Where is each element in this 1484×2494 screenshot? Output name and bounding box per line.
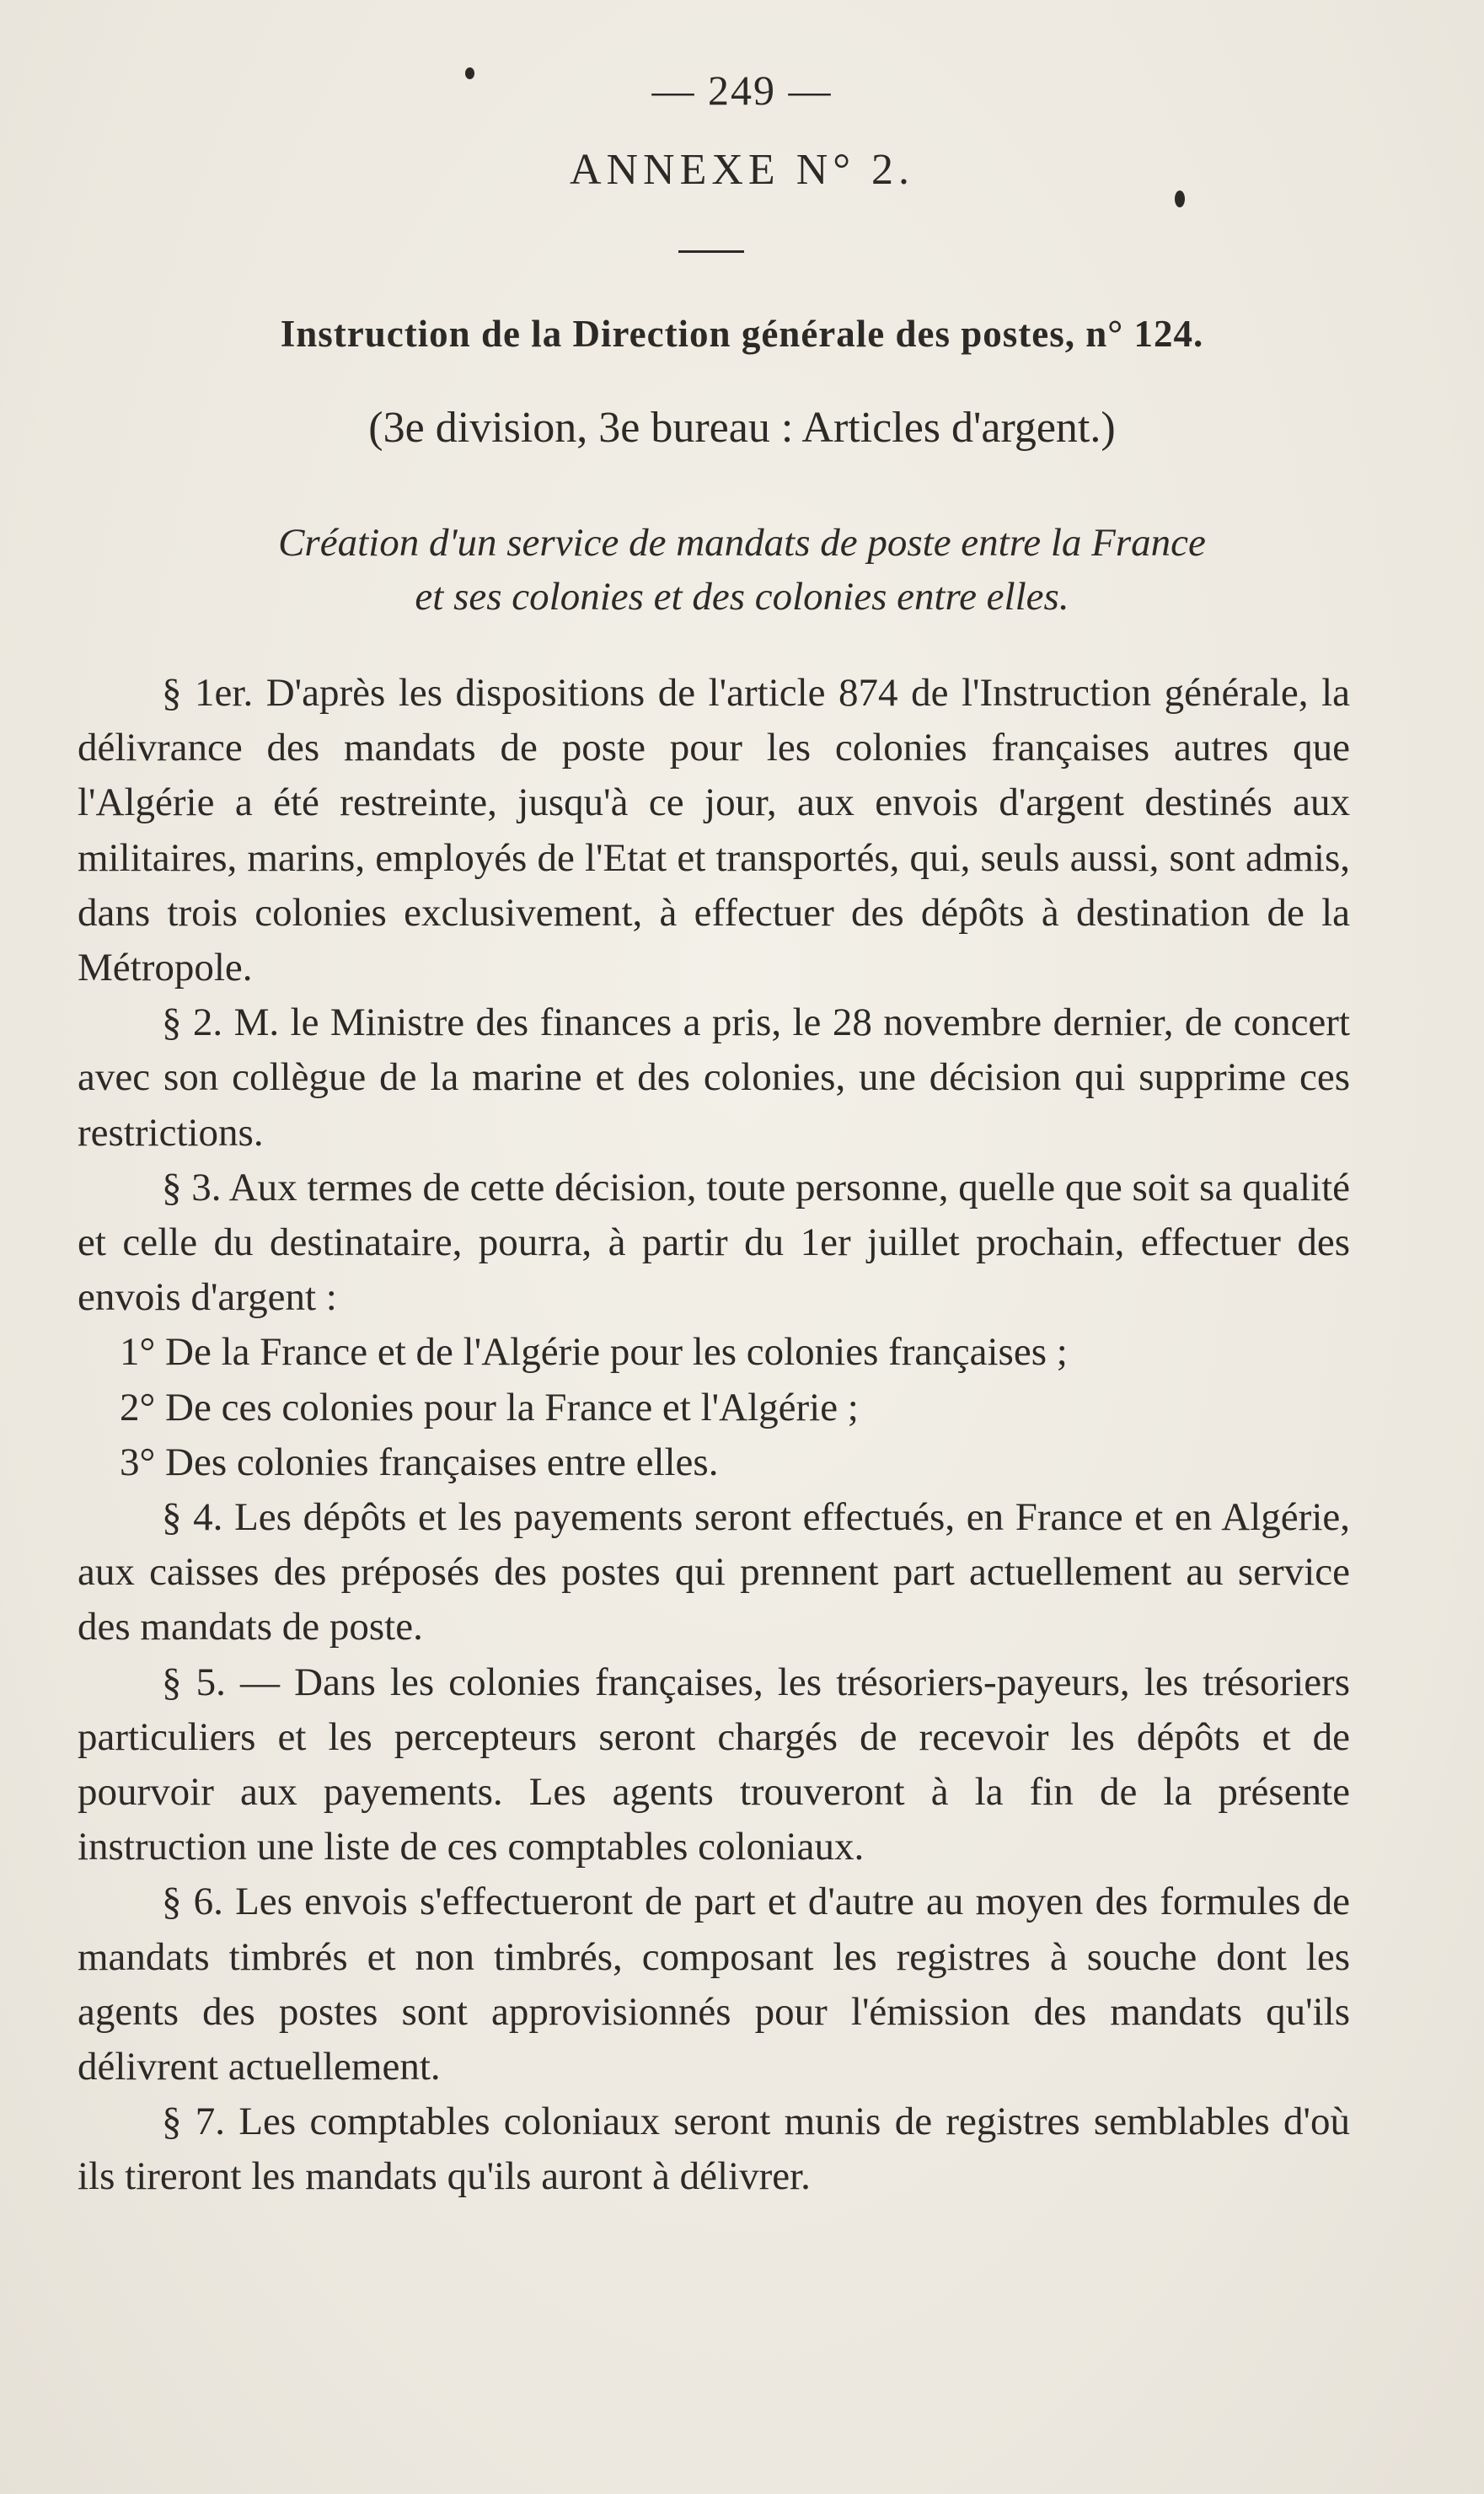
instruction-title-line-2: et ses colonies et des colonies entre elles. xyxy=(415,575,1069,619)
instruction-title xyxy=(0,516,1484,624)
paragraph-6: § 6. Les envois s'effectueront de part et d'autre au moyen des formules de mandats timbrés et non timbrés, composant les registres à souche dont les agents des postes sont approvisionnés pour l'émission des mandats qu'ils délivrent actuellement. xyxy=(78,1880,1350,2089)
list-item-1: 1° De la France et de l'Algérie pour les colonies françaises ; xyxy=(120,1330,1068,1375)
document-body xyxy=(78,666,1350,2205)
ink-speck xyxy=(465,67,474,79)
list-item-3: 3° Des colonies françaises entre elles. xyxy=(120,1440,719,1484)
paragraph-1: § 1er. D'après les dispositions de l'article 874 de l'Instruction générale, la délivrance des mandats de poste pour les colonies françaises autres que l'Algérie a été restreinte, jusqu'à ce jour, aux envois d'argent destinés aux militaires, marins, employés de l'Etat et transportés, qui, seuls aussi, sont admis, dans trois colonies exclusivement, à effectuer des dépôts à destination de la Métropole. xyxy=(78,671,1350,990)
divider xyxy=(678,250,744,253)
paragraph-3: § 3. Aux termes de cette décision, toute personne, quelle que soit sa qualité et celle du destinataire, pourra, à partir du 1er juillet prochain, effectuer des envois d'argent : xyxy=(78,1165,1350,1320)
paragraph-2: § 2. M. le Ministre des finances a pris, le 28 novembre dernier, de concert avec son collègue de la marine et des colonies, une décision qui supprime ces restrictions. xyxy=(78,1000,1350,1155)
paragraph-7: § 7. Les comptables coloniaux seront munis de registres semblables d'où ils tireront les mandats qu'ils auront à délivrer. xyxy=(78,2100,1350,2199)
paragraph-5: § 5. — Dans les colonies françaises, les trésoriers-payeurs, les trésoriers particuliers et les percepteurs seront chargés de recevoir les dépôts et de pourvoir aux payements. Les agents trouveront à la fin de la présente instruction une liste de ces comptables coloniaux. xyxy=(78,1660,1350,1869)
ink-speck xyxy=(1175,190,1185,207)
instruction-heading: Instruction de la Direction générale des postes, n° 124. xyxy=(280,313,1204,355)
paragraph-4: § 4. Les dépôts et les payements seront effectués, en France et en Algérie, aux caisses des préposés des postes qui prennent part actuellement au service des mandats de poste. xyxy=(78,1495,1350,1649)
page-number: — 249 — xyxy=(651,67,833,114)
list-item-2: 2° De ces colonies pour la France et l'Algérie ; xyxy=(120,1385,859,1429)
instruction-subheading: (3e division, 3e bureau : Articles d'argent.) xyxy=(368,404,1116,452)
instruction-title-line-1: Création d'un service de mandats de poste entre la France xyxy=(278,521,1206,565)
annex-title: ANNEXE N° 2. xyxy=(569,146,915,194)
